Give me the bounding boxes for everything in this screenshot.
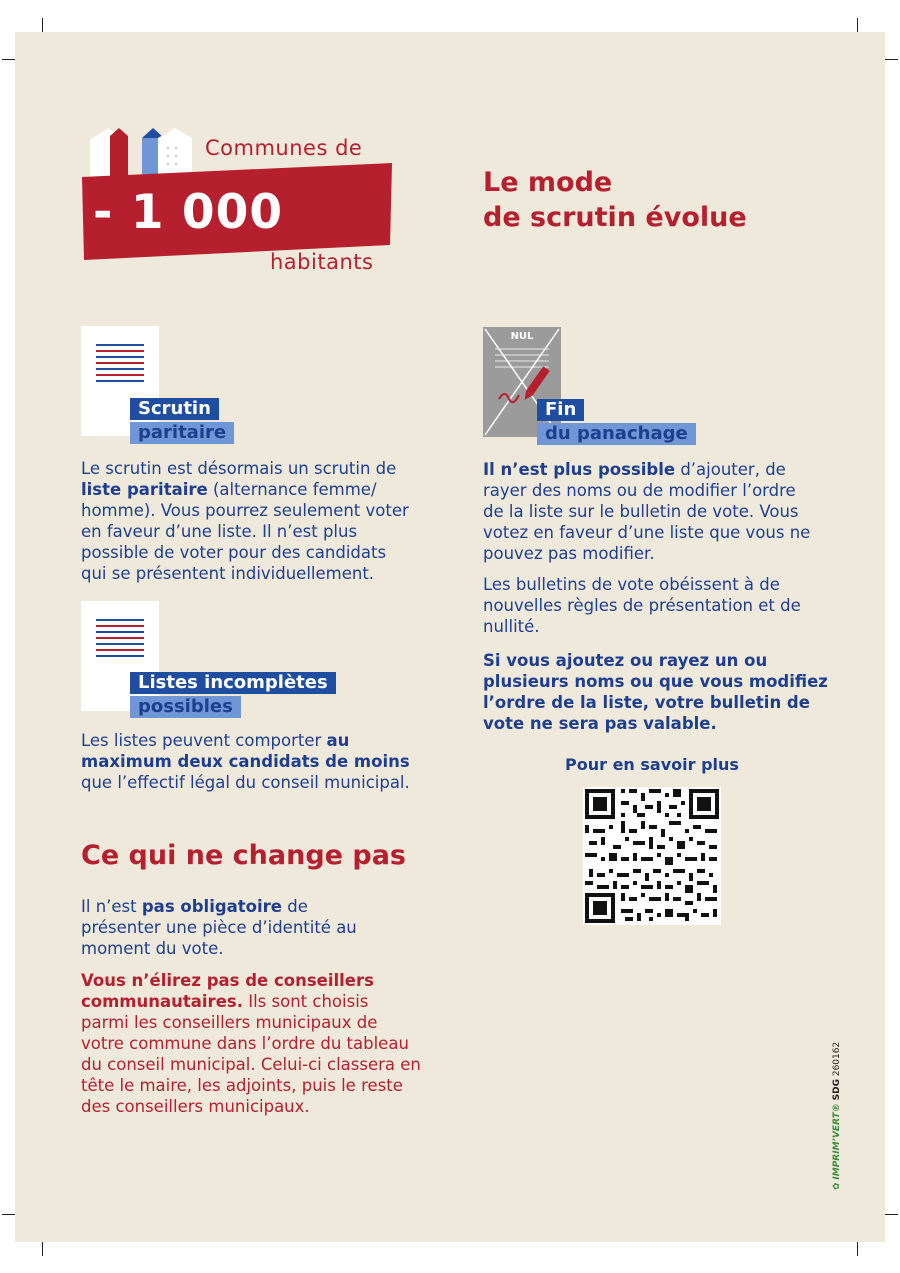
listes-incompletes-text <box>81 730 426 793</box>
habitants-text: habitants <box>270 250 374 274</box>
main-title-line1: Le mode <box>483 167 613 198</box>
unchanged-text-2-bold: Vous n’élirez pas de conseillers communautaires. <box>81 971 374 1011</box>
unchanged-text-1b: de présenter une pièce d’identité au moment du vote. <box>81 897 357 958</box>
unchanged-text-1a: Il n’est <box>81 897 142 916</box>
panachage-text-2: Les bulletins de vote obéissent à de nouvelles règles de présentation et de nullité. <box>483 575 801 636</box>
main-title <box>483 165 747 235</box>
leaf-icon: ✿ <box>832 1179 842 1190</box>
listes-text-a: Les listes peuvent comporter <box>81 731 327 750</box>
listes-label-line1: Listes incomplètes <box>130 672 336 694</box>
panachage-text-1 <box>483 459 818 564</box>
scrutin-text-bold: liste paritaire <box>81 480 208 499</box>
imprim-vert-label: IMPRIM’VERT® <box>832 1103 842 1180</box>
big-number: - 1 000 <box>93 185 284 240</box>
main-title-line2: de scrutin évolue <box>483 202 747 233</box>
panachage-text-bold: Il n’est plus possible <box>483 460 676 479</box>
communes-de-text: Communes de <box>205 136 363 160</box>
panachage-label-line1: Fin <box>537 399 584 421</box>
panachage-warning: Si vous ajoutez ou rayez un ou plusieurs noms ou que vous modifiez l’ordre de la liste, votre bulletin de vote ne sera pas valable. <box>483 651 828 733</box>
listes-label-line2: possibles <box>130 696 241 718</box>
unchanged-text-1-bold: pas obligatoire <box>141 897 282 916</box>
scrutin-text-b: (alternance femme/ homme). Vous pourrez seulement voter en faveur d’une liste. Il n’est plus possible de voter pour des candidats qui se présentent individuellement. <box>81 480 409 583</box>
nul-label: NUL <box>510 331 534 342</box>
unchanged-text-2 <box>81 970 421 1117</box>
scrutin-text-a: Le scrutin est désormais un scrutin de <box>81 459 397 478</box>
unchanged-title: Ce qui ne change pas <box>81 840 406 871</box>
unchanged-text-2-rest: Ils sont choisis parmi les conseillers municipaux de votre commune dans l’ordre du tableau du conseil municipal. Celui-ci classera en tête le maire, les adjoints, puis le reste des conseillers municipaux. <box>81 992 421 1116</box>
sdg-label: SDG <box>832 1079 842 1101</box>
sdg-code: 260162 <box>832 1041 842 1077</box>
more-info-label: Pour en savoir plus <box>565 755 739 774</box>
scrutin-label-line2: paritaire <box>130 422 234 444</box>
panachage-text-rest: d’ajouter, de rayer des noms ou de modifier l’ordre de la liste sur le bulletin de vote. Vous votez en faveur d’une liste que vous ne pouvez pas modifier. <box>483 460 811 563</box>
printer-credit <box>832 1042 842 1190</box>
listes-text-bold: au maximum deux candidats de moins <box>81 731 410 771</box>
scrutin-label-line1: Scrutin <box>130 398 219 420</box>
listes-text-b: que l’effectif légal du conseil municipal. <box>81 773 410 792</box>
ballot-list-icon-2 <box>81 601 159 711</box>
panachage-label-line2: du panachage <box>537 423 696 445</box>
unchanged-text-1 <box>81 896 381 959</box>
scrutin-paritaire-text <box>81 458 411 584</box>
qr-code[interactable] <box>583 787 721 925</box>
